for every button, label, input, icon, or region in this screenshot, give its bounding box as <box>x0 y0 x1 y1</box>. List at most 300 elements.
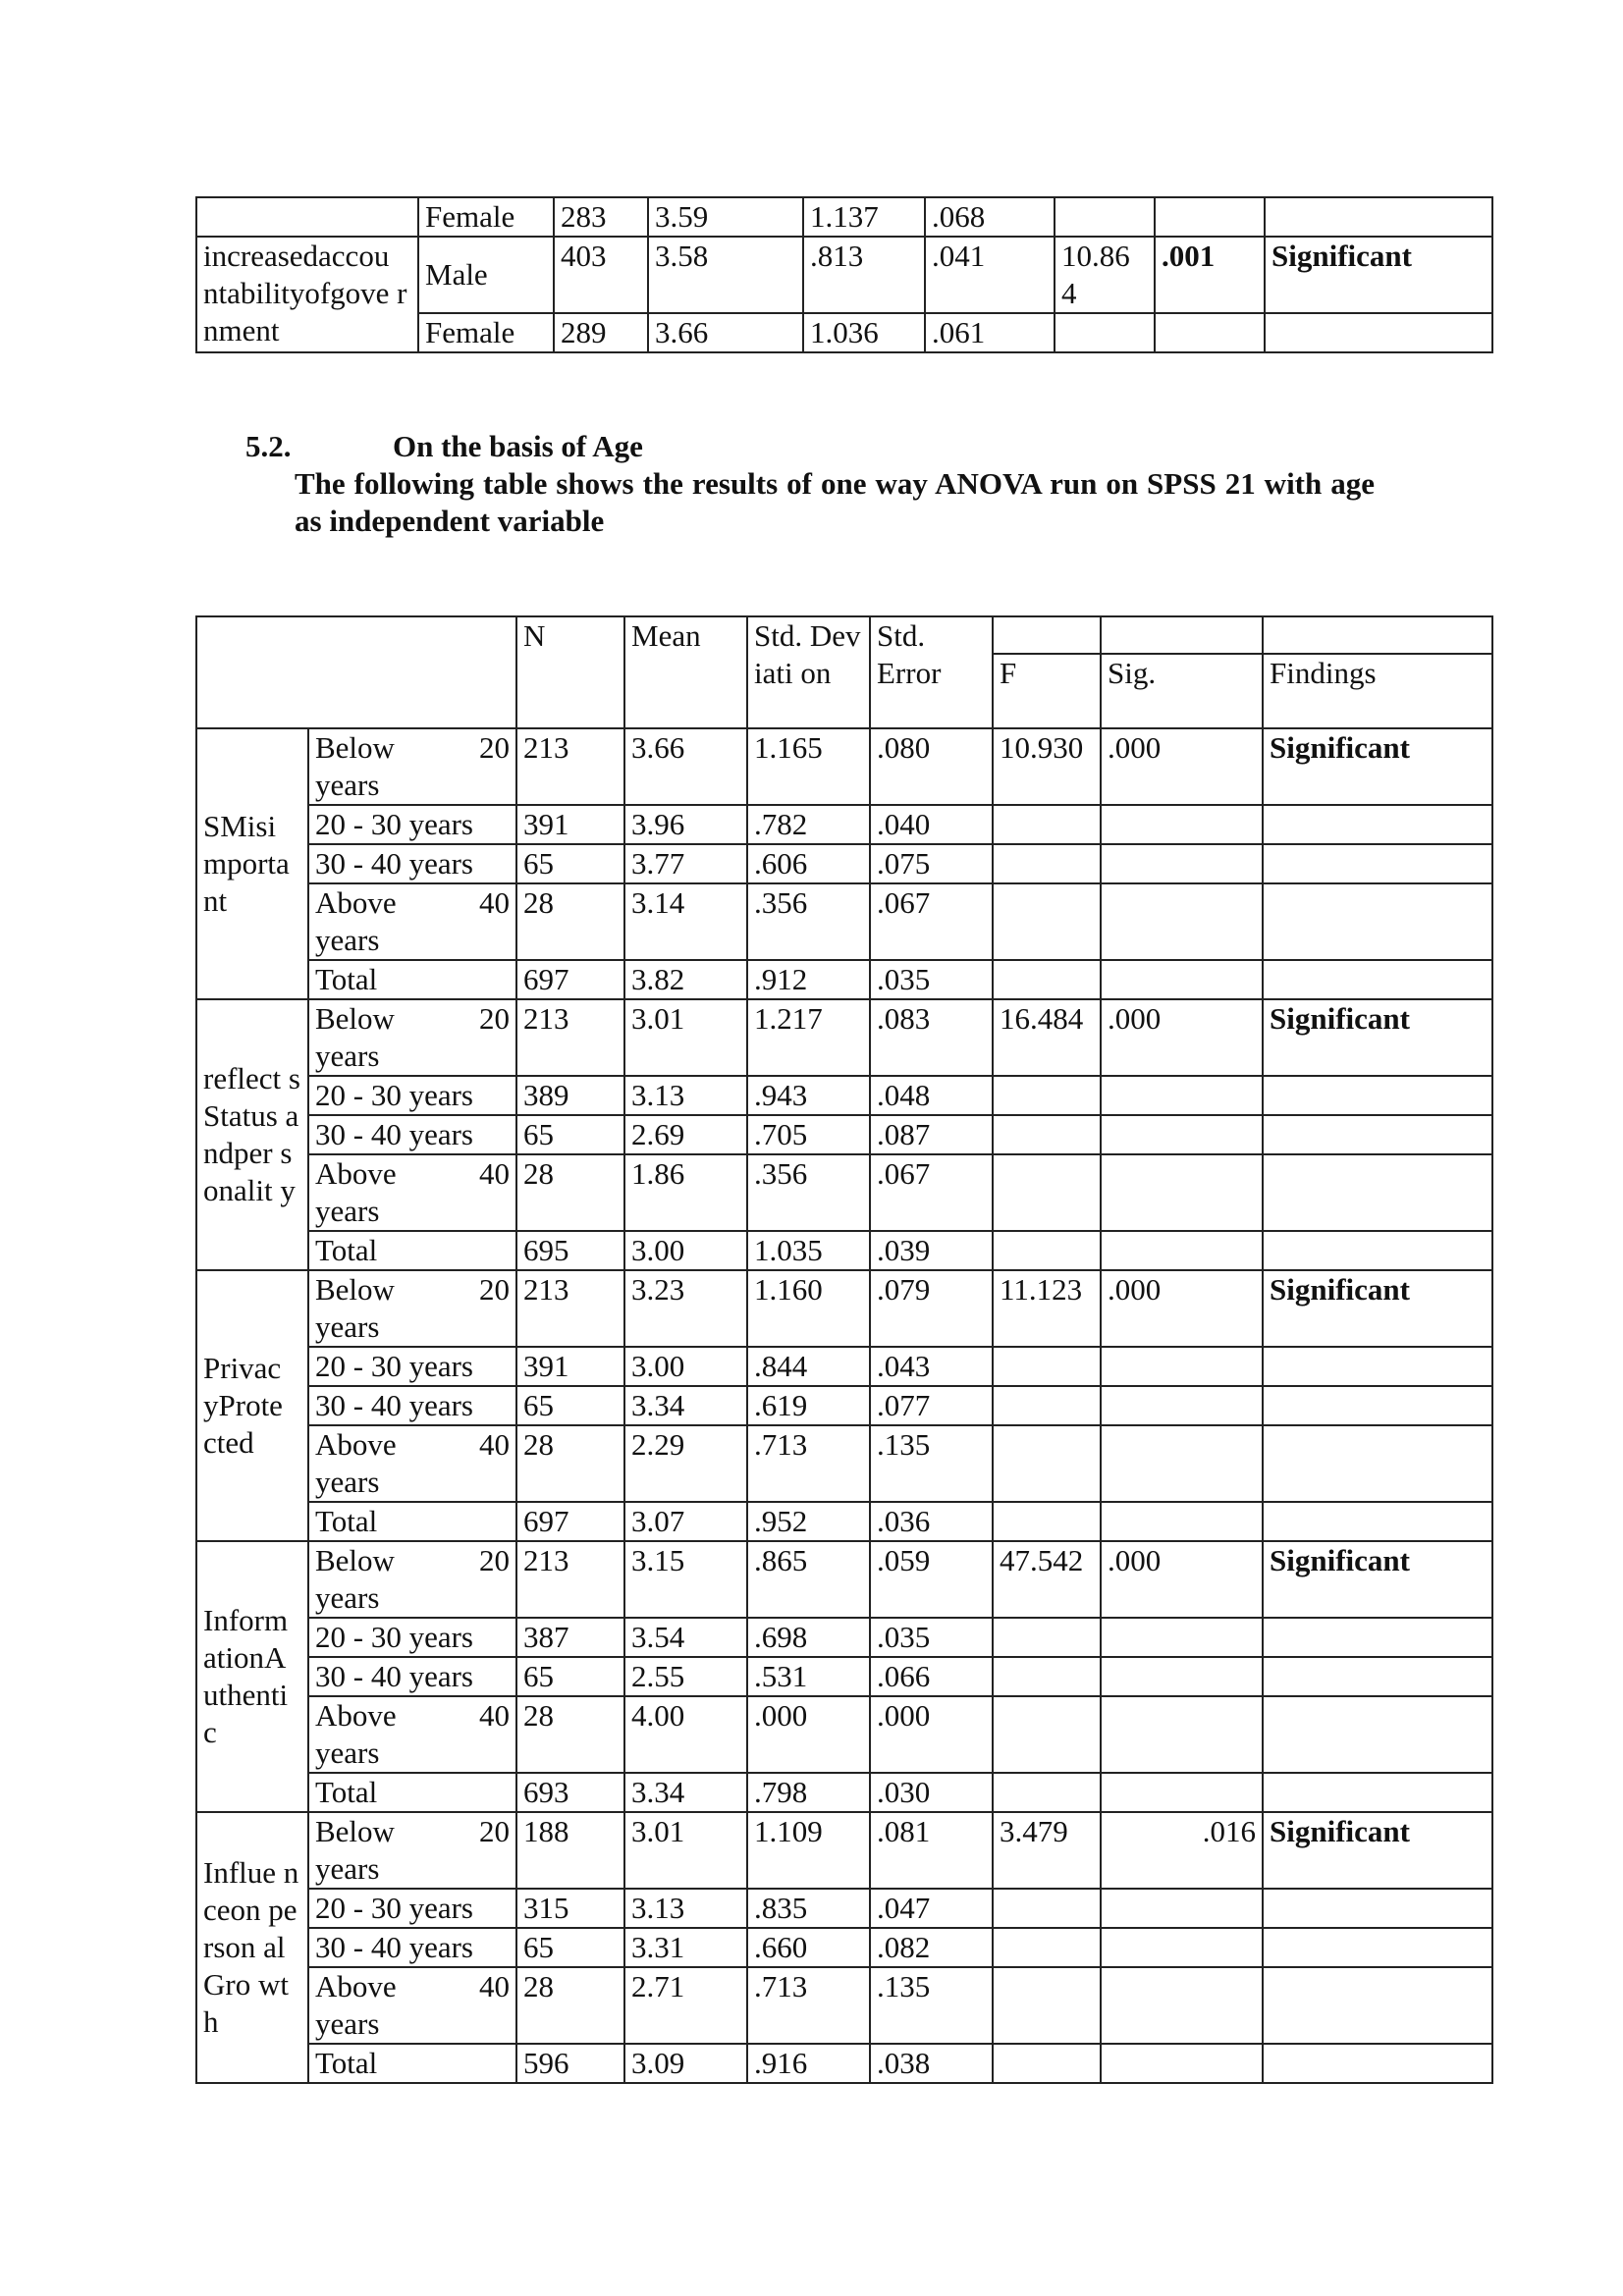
findings-cell <box>1263 1154 1492 1231</box>
age-group-cell: 30 - 40 years <box>308 1657 516 1696</box>
sd-cell: .660 <box>747 1928 870 1967</box>
age-label: 40 <box>479 1969 510 2003</box>
table-row <box>196 1270 1492 1347</box>
se-cell: .039 <box>870 1231 993 1270</box>
f-cell <box>993 844 1101 883</box>
table-row <box>196 960 1492 999</box>
findings-cell <box>1263 1231 1492 1270</box>
age-group-cell <box>308 999 516 1076</box>
se-cell: .047 <box>870 1889 993 1928</box>
sd-cell: 1.160 <box>747 1270 870 1347</box>
variable-cell: Inform ationA uthenti c <box>196 1541 308 1812</box>
variable-cell: Privac yProte cted <box>196 1270 308 1541</box>
n-cell: 28 <box>516 883 624 960</box>
findings-cell: Significant <box>1263 1270 1492 1347</box>
age-group-cell <box>308 1270 516 1347</box>
age-group-cell <box>308 1812 516 1889</box>
f-cell <box>993 805 1101 844</box>
variable-cell: SMisi mporta nt <box>196 728 308 999</box>
se-cell: .035 <box>870 960 993 999</box>
sd-cell: 1.109 <box>747 1812 870 1889</box>
age-label: years <box>315 1039 380 1073</box>
n-cell: 283 <box>554 197 648 237</box>
header-blank <box>1263 616 1492 654</box>
se-cell: .083 <box>870 999 993 1076</box>
header-n: N <box>516 616 624 728</box>
findings-cell: Significant <box>1263 999 1492 1076</box>
header-blank <box>993 616 1101 654</box>
table-row <box>196 1115 1492 1154</box>
sd-cell: 1.035 <box>747 1231 870 1270</box>
se-cell: .036 <box>870 1502 993 1541</box>
f-cell: 11.123 <box>993 1270 1101 1347</box>
findings-cell <box>1265 197 1492 237</box>
sd-cell: 1.165 <box>747 728 870 805</box>
age-group-cell <box>308 883 516 960</box>
age-label: Above <box>315 1156 397 1191</box>
age-label: years <box>315 923 380 957</box>
se-cell: .035 <box>870 1618 993 1657</box>
findings-cell <box>1263 1076 1492 1115</box>
mean-cell: 3.01 <box>624 1812 747 1889</box>
age-group-cell: Total <box>308 960 516 999</box>
sd-cell: .844 <box>747 1347 870 1386</box>
n-cell: 213 <box>516 1541 624 1618</box>
se-cell: .135 <box>870 1967 993 2044</box>
table-row <box>196 197 1492 237</box>
sig-cell <box>1101 883 1263 960</box>
se-cell: .082 <box>870 1928 993 1967</box>
sig-cell <box>1155 313 1265 352</box>
age-group-cell: 20 - 30 years <box>308 1076 516 1115</box>
findings-cell <box>1263 1967 1492 2044</box>
se-cell: .048 <box>870 1076 993 1115</box>
n-cell: 213 <box>516 1270 624 1347</box>
f-cell <box>993 1889 1101 1928</box>
sig-cell: .000 <box>1101 728 1263 805</box>
age-group-cell: 30 - 40 years <box>308 1115 516 1154</box>
age-label: 20 <box>479 1001 510 1036</box>
age-label: 20 <box>479 1272 510 1307</box>
se-cell: .040 <box>870 805 993 844</box>
mean-cell: 2.69 <box>624 1115 747 1154</box>
sig-cell <box>1101 1347 1263 1386</box>
age-label: years <box>315 1309 380 1344</box>
sig-cell <box>1101 1386 1263 1425</box>
se-cell: .038 <box>870 2044 993 2083</box>
sig-cell: .001 <box>1155 237 1265 313</box>
mean-cell: 3.77 <box>624 844 747 883</box>
age-label: Above <box>315 1698 397 1733</box>
header-blank <box>196 616 516 728</box>
se-cell: .077 <box>870 1386 993 1425</box>
age-group-cell <box>308 1967 516 2044</box>
variable-cell: reflect sStatus andper sonalit y <box>196 999 308 1270</box>
age-label: 20 <box>479 730 510 765</box>
sd-cell: .000 <box>747 1696 870 1773</box>
sig-cell <box>1101 960 1263 999</box>
sd-cell: .698 <box>747 1618 870 1657</box>
sd-cell: .713 <box>747 1425 870 1502</box>
n-cell: 65 <box>516 1386 624 1425</box>
sd-cell: .952 <box>747 1502 870 1541</box>
n-cell: 65 <box>516 1928 624 1967</box>
table-row <box>196 1154 1492 1231</box>
mean-cell: 2.71 <box>624 1967 747 2044</box>
sd-cell: .619 <box>747 1386 870 1425</box>
f-cell <box>993 1773 1101 1812</box>
f-cell <box>993 1154 1101 1231</box>
findings-cell: Significant <box>1263 728 1492 805</box>
header-blank <box>1101 616 1263 654</box>
mean-cell: 4.00 <box>624 1696 747 1773</box>
mean-cell: 3.34 <box>624 1773 747 1812</box>
age-label: years <box>315 1735 380 1770</box>
f-cell <box>993 883 1101 960</box>
table-row <box>196 1812 1492 1889</box>
sd-cell: 1.137 <box>803 197 925 237</box>
table-row <box>196 1889 1492 1928</box>
se-cell: .000 <box>870 1696 993 1773</box>
sd-cell: .705 <box>747 1115 870 1154</box>
sig-cell: .000 <box>1101 1270 1263 1347</box>
n-cell: 188 <box>516 1812 624 1889</box>
se-cell: .135 <box>870 1425 993 1502</box>
n-cell: 213 <box>516 999 624 1076</box>
age-label: 40 <box>479 885 510 920</box>
age-label: Below <box>315 1814 395 1848</box>
se-cell: .066 <box>870 1657 993 1696</box>
f-cell <box>1055 313 1155 352</box>
findings-cell <box>1263 883 1492 960</box>
section-title: On the basis of Age <box>393 429 643 463</box>
table-row <box>196 1386 1492 1425</box>
mean-cell: 3.66 <box>648 313 803 352</box>
n-cell: 389 <box>516 1076 624 1115</box>
age-group-cell: 20 - 30 years <box>308 1889 516 1928</box>
mean-cell: 3.13 <box>624 1076 747 1115</box>
age-label: 20 <box>479 1814 510 1848</box>
findings-cell: Significant <box>1263 1812 1492 1889</box>
mean-cell: 3.00 <box>624 1347 747 1386</box>
age-group-cell <box>308 1541 516 1618</box>
f-cell <box>993 1347 1101 1386</box>
sd-cell: .356 <box>747 883 870 960</box>
mean-cell: 3.58 <box>648 237 803 313</box>
age-group-cell: 30 - 40 years <box>308 1928 516 1967</box>
table-row <box>196 1773 1492 1812</box>
findings-cell: Significant <box>1265 237 1492 313</box>
age-label: Below <box>315 1543 395 1577</box>
n-cell: 387 <box>516 1618 624 1657</box>
sig-cell <box>1101 1115 1263 1154</box>
sd-cell: .835 <box>747 1889 870 1928</box>
f-cell <box>993 1076 1101 1115</box>
se-cell: .081 <box>870 1812 993 1889</box>
age-label: years <box>315 1194 380 1228</box>
sd-cell: .356 <box>747 1154 870 1231</box>
sig-cell: .000 <box>1101 999 1263 1076</box>
se-cell: .067 <box>870 883 993 960</box>
sig-cell <box>1101 1967 1263 2044</box>
sig-cell <box>1101 1773 1263 1812</box>
header-se: Std. Error <box>870 616 993 728</box>
header-mean: Mean <box>624 616 747 728</box>
age-label: years <box>315 2006 380 2041</box>
table-row <box>196 844 1492 883</box>
se-cell: .059 <box>870 1541 993 1618</box>
sig-cell <box>1101 1231 1263 1270</box>
age-label: Below <box>315 1001 395 1036</box>
findings-cell <box>1263 1502 1492 1541</box>
mean-cell: 3.09 <box>624 2044 747 2083</box>
f-cell <box>993 1386 1101 1425</box>
f-cell <box>1055 197 1155 237</box>
sig-cell <box>1101 1928 1263 1967</box>
findings-cell <box>1263 1889 1492 1928</box>
mean-cell: 3.23 <box>624 1270 747 1347</box>
mean-cell: 3.00 <box>624 1231 747 1270</box>
findings-cell: Significant <box>1263 1541 1492 1618</box>
table-row <box>196 1502 1492 1541</box>
sd-cell: .798 <box>747 1773 870 1812</box>
table-row <box>196 2044 1492 2083</box>
n-cell: 65 <box>516 844 624 883</box>
f-cell: 16.484 <box>993 999 1101 1076</box>
sd-cell: .531 <box>747 1657 870 1696</box>
table-row <box>196 1657 1492 1696</box>
f-cell: 10.86 4 <box>1055 237 1155 313</box>
age-label: Above <box>315 885 397 920</box>
mean-cell: 3.14 <box>624 883 747 960</box>
n-cell: 695 <box>516 1231 624 1270</box>
sd-cell: .782 <box>747 805 870 844</box>
sd-cell: 1.036 <box>803 313 925 352</box>
section-description: The following table shows the results of one way ANOVA run on SPSS 21 with age as independent variable <box>295 466 1375 538</box>
sig-cell <box>1101 1502 1263 1541</box>
findings-cell <box>1263 1618 1492 1657</box>
table-row <box>196 237 1492 313</box>
table-row <box>196 1231 1492 1270</box>
findings-cell <box>1263 1425 1492 1502</box>
sig-cell <box>1155 197 1265 237</box>
sd-cell: .916 <box>747 2044 870 2083</box>
age-group-cell <box>308 728 516 805</box>
mean-cell: 3.66 <box>624 728 747 805</box>
f-cell <box>993 1115 1101 1154</box>
f-cell: 10.930 <box>993 728 1101 805</box>
se-cell: .030 <box>870 1773 993 1812</box>
f-cell <box>993 1231 1101 1270</box>
mean-cell: 3.96 <box>624 805 747 844</box>
n-cell: 697 <box>516 1502 624 1541</box>
sig-cell <box>1101 805 1263 844</box>
age-group-cell <box>308 1425 516 1502</box>
sig-cell <box>1101 1889 1263 1928</box>
variable-cell: increasedaccou ntabilityofgove rnment <box>196 237 418 352</box>
age-group-cell: Total <box>308 1231 516 1270</box>
age-group-cell <box>308 1154 516 1231</box>
sd-cell: .865 <box>747 1541 870 1618</box>
age-label: years <box>315 768 380 802</box>
n-cell: 315 <box>516 1889 624 1928</box>
variable-cell <box>196 197 418 237</box>
findings-cell <box>1263 2044 1492 2083</box>
findings-cell <box>1263 1657 1492 1696</box>
age-label: 20 <box>479 1543 510 1577</box>
sd-cell: .943 <box>747 1076 870 1115</box>
se-cell: .043 <box>870 1347 993 1386</box>
sig-cell <box>1101 1657 1263 1696</box>
se-cell: .061 <box>925 313 1055 352</box>
mean-cell: 2.29 <box>624 1425 747 1502</box>
n-cell: 697 <box>516 960 624 999</box>
findings-cell <box>1263 1386 1492 1425</box>
sd-cell: 1.217 <box>747 999 870 1076</box>
age-group-cell: 20 - 30 years <box>308 805 516 844</box>
mean-cell: 3.34 <box>624 1386 747 1425</box>
sd-cell: .606 <box>747 844 870 883</box>
n-cell: 28 <box>516 1425 624 1502</box>
n-cell: 596 <box>516 2044 624 2083</box>
se-cell: .067 <box>870 1154 993 1231</box>
mean-cell: 1.86 <box>624 1154 747 1231</box>
age-group-cell: 20 - 30 years <box>308 1347 516 1386</box>
table-row <box>196 1618 1492 1657</box>
header-f: F <box>993 654 1101 728</box>
f-cell <box>993 1502 1101 1541</box>
n-cell: 65 <box>516 1115 624 1154</box>
findings-cell <box>1263 960 1492 999</box>
n-cell: 28 <box>516 1967 624 2044</box>
mean-cell: 3.31 <box>624 1928 747 1967</box>
f-cell <box>993 2044 1101 2083</box>
gender-anova-table-continuation <box>195 196 1493 353</box>
sig-cell <box>1101 1425 1263 1502</box>
f-cell <box>993 960 1101 999</box>
se-cell: .080 <box>870 728 993 805</box>
mean-cell: 3.07 <box>624 1502 747 1541</box>
group-cell: Female <box>418 197 554 237</box>
findings-cell <box>1265 313 1492 352</box>
mean-cell: 3.15 <box>624 1541 747 1618</box>
sig-cell <box>1101 1154 1263 1231</box>
f-cell <box>993 1425 1101 1502</box>
sig-cell <box>1101 1618 1263 1657</box>
f-cell <box>993 1696 1101 1773</box>
age-group-cell <box>308 1696 516 1773</box>
n-cell: 28 <box>516 1154 624 1231</box>
section-number: 5.2. <box>245 429 292 463</box>
se-cell: .079 <box>870 1270 993 1347</box>
sd-cell: .912 <box>747 960 870 999</box>
age-label: Below <box>315 730 395 765</box>
findings-cell <box>1263 844 1492 883</box>
n-cell: 289 <box>554 313 648 352</box>
group-cell: Female <box>418 313 554 352</box>
age-group-cell: Total <box>308 1773 516 1812</box>
f-cell <box>993 1618 1101 1657</box>
f-cell <box>993 1928 1101 1967</box>
sig-cell: .000 <box>1101 1541 1263 1618</box>
age-label: Above <box>315 1969 397 2003</box>
age-label: years <box>315 1580 380 1615</box>
table-row <box>196 1347 1492 1386</box>
table-row <box>196 999 1492 1076</box>
f-cell: 3.479 <box>993 1812 1101 1889</box>
header-findings: Findings <box>1263 654 1492 728</box>
n-cell: 391 <box>516 1347 624 1386</box>
age-group-cell: 20 - 30 years <box>308 1618 516 1657</box>
header-row <box>196 616 1492 654</box>
sig-cell <box>1101 1076 1263 1115</box>
se-cell: .068 <box>925 197 1055 237</box>
age-group-cell: Total <box>308 1502 516 1541</box>
age-label: Above <box>315 1427 397 1462</box>
section-heading <box>245 428 643 465</box>
age-label: years <box>315 1851 380 1886</box>
age-group-cell: 30 - 40 years <box>308 1386 516 1425</box>
n-cell: 693 <box>516 1773 624 1812</box>
age-anova-table <box>195 615 1493 2084</box>
findings-cell <box>1263 1928 1492 1967</box>
f-cell <box>993 1967 1101 2044</box>
findings-cell <box>1263 1773 1492 1812</box>
n-cell: 28 <box>516 1696 624 1773</box>
mean-cell: 3.01 <box>624 999 747 1076</box>
mean-cell: 2.55 <box>624 1657 747 1696</box>
sd-cell: .813 <box>803 237 925 313</box>
age-group-cell: Total <box>308 2044 516 2083</box>
variable-cell: Influe nceon person alGro wth <box>196 1812 308 2083</box>
mean-cell: 3.59 <box>648 197 803 237</box>
header-sig: Sig. <box>1101 654 1263 728</box>
findings-cell <box>1263 805 1492 844</box>
findings-cell <box>1263 1696 1492 1773</box>
f-cell <box>993 1657 1101 1696</box>
se-cell: .075 <box>870 844 993 883</box>
n-cell: 403 <box>554 237 648 313</box>
n-cell: 391 <box>516 805 624 844</box>
findings-cell <box>1263 1115 1492 1154</box>
se-cell: .087 <box>870 1115 993 1154</box>
table-row <box>196 1425 1492 1502</box>
table-row <box>196 728 1492 805</box>
se-cell: .041 <box>925 237 1055 313</box>
table-row <box>196 1696 1492 1773</box>
table-row <box>196 1541 1492 1618</box>
table-row <box>196 805 1492 844</box>
age-label: years <box>315 1465 380 1499</box>
table-row <box>196 883 1492 960</box>
findings-cell <box>1263 1347 1492 1386</box>
age-label: 40 <box>479 1156 510 1191</box>
age-label: 40 <box>479 1427 510 1462</box>
table-row <box>196 1928 1492 1967</box>
age-label: Below <box>315 1272 395 1307</box>
mean-cell: 3.54 <box>624 1618 747 1657</box>
sig-cell <box>1101 2044 1263 2083</box>
age-label: 40 <box>479 1698 510 1733</box>
sig-cell <box>1101 1696 1263 1773</box>
sd-cell: .713 <box>747 1967 870 2044</box>
n-cell: 65 <box>516 1657 624 1696</box>
n-cell: 213 <box>516 728 624 805</box>
sig-cell <box>1101 844 1263 883</box>
group-cell: Male <box>418 237 554 313</box>
age-group-cell: 30 - 40 years <box>308 844 516 883</box>
table-row <box>196 1967 1492 2044</box>
